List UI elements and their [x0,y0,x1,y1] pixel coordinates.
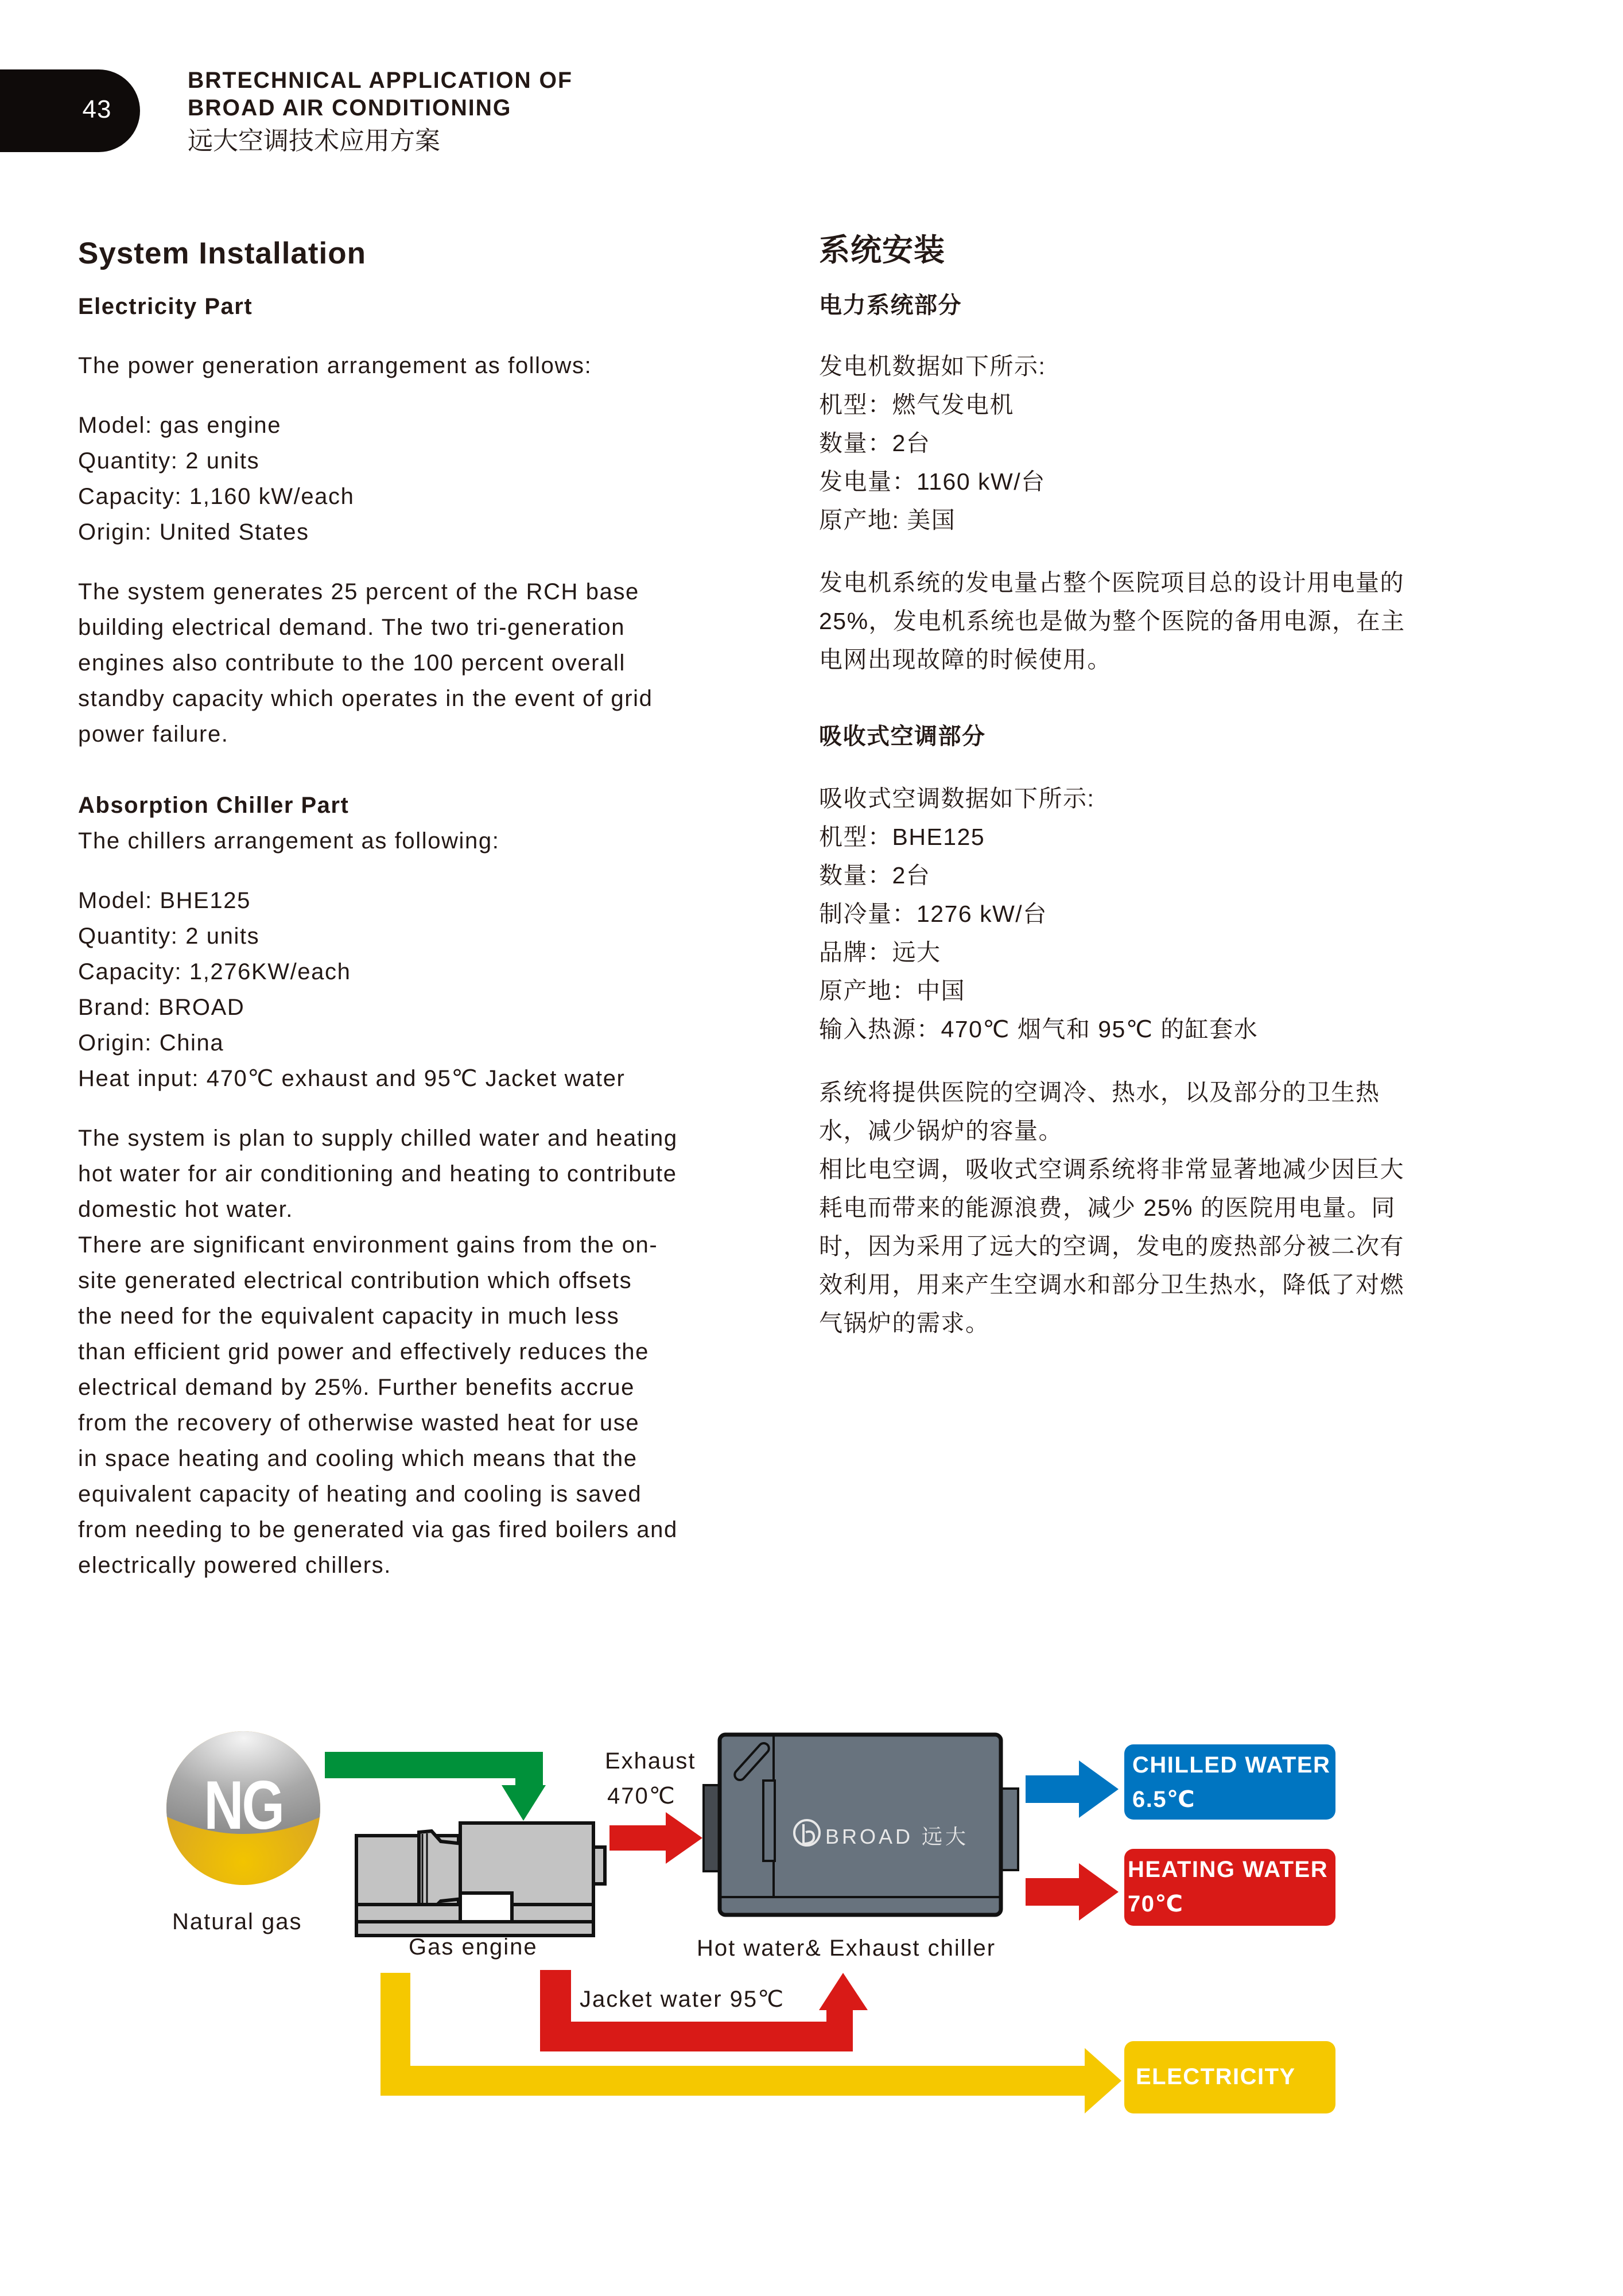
english-column [78,235,755,272]
chilled-water-output [1124,1744,1335,1820]
absorption-paragraph-2: There are significant environment gains from the on- site generated electrical contribution which offsets the need for the equivalent capacity in much less than efficient grid power and effectively reduces the electrical demand by 25%. Further benefits accrue from the recovery of otherwise wasted heat for use in space heating and cooling which means that the equivalent capacity of heating and cooling is saved from needing to be generated via gas fired boilers and electrically powered chillers. [78,1232,678,1578]
spec-line-cn: 机型：燃气发电机 [819,391,1014,418]
page-number: 43 [82,95,112,123]
natural-gas-label: Natural gas [172,1909,302,1934]
gas-engine-icon [356,1823,605,1936]
gas-flow-arrow-body [325,1752,543,1778]
absorption-heading: Absorption Chiller Part [78,793,350,818]
absorption-paragraph-1: The system is plan to supply chilled water and heating hot water for air conditioning and heating to contribute domestic hot water. [78,1126,678,1222]
gas-flow-arrow-head [502,1785,546,1821]
electricity-heading: Electricity Part [78,294,253,319]
absorption-heading-cn: 吸收式空调部分 [819,724,986,749]
electricity-specs-cn [819,347,1462,540]
natural-gas-icon-text: NG [204,1767,283,1844]
spec-line: Heat input: 470℃ exhaust and 95℃ Jacket water [78,1066,626,1091]
electricity-paragraph: The system generates 25 percent of the RCH base building electrical demand. The two tri-generation engines also contribute to the 100 percent overall standby capacity which operates in the event of grid power failure. [78,579,653,747]
electricity-intro: The power generation arrangement as follows: [78,353,592,378]
absorption-paragraph-2-cn: 相比电空调，吸收式空调系统将非常显著地减少因巨大 耗电而带来的能源浪费，减少 25% 的医院用电量。同 时，因为采用了远大的空调，发电的废热部分被二次有 效利用，用来产生空调水和部分卫生热水，降低了对燃 气锅炉的需求。 [819,1156,1404,1336]
exhaust-temp: 470℃ [607,1783,676,1809]
absorption-paragraph-1-cn: 系统将提供医院的空调冷、热水，以及部分的卫生热 水，减少锅炉的容量。 [819,1079,1380,1144]
exhaust-label: Exhaust [605,1748,696,1774]
electricity-label: ELECTRICITY [1136,2064,1296,2089]
page-number-tab [0,69,140,152]
exhaust-flow-arrow [609,1812,702,1864]
spec-line: Origin: China [78,1030,224,1056]
chilled-water-arrow [1026,1760,1119,1818]
chilled-water-temp: 6.5℃ [1132,1787,1196,1812]
spec-line: Capacity: 1,276KW/each [78,959,351,984]
spec-line: Model: BHE125 [78,888,251,913]
spec-line: Origin: United States [78,519,309,545]
spec-line-cn: 品牌：远大 [819,939,941,965]
electricity-paragraph-cn: 发电机系统的发电量占整个医院项目总的设计用电量的 25%，发电机系统也是做为整个医院的备用电源，在主 电网出现故障的时候使用。 [819,569,1405,673]
gas-engine-label: Gas engine [409,1934,538,1960]
jacket-water-label: Jacket water 95℃ [580,1987,785,2012]
heating-water-output [1124,1849,1335,1926]
system-flow-diagram [0,1693,1623,2152]
absorption-intro: The chillers arrangement as following: [78,828,500,854]
absorption-specs [78,883,755,1096]
absorption-specs-cn [819,779,1462,1049]
electricity-output [1124,2041,1335,2113]
electricity-heading-cn: 电力系统部分 [819,293,962,318]
spec-line: Model: gas engine [78,413,282,438]
spec-line-cn: 发电量：1160 kW/台 [819,468,1046,495]
gas-flow-arrow-stem [515,1752,543,1786]
spec-line-cn: 数量：2台 [819,862,931,889]
spec-line-cn: 原产地: 美国 [819,507,956,533]
spec-line-cn: 制冷量：1276 kW/台 [819,901,1047,927]
header-title-line1: BRTECHNICAL APPLICATION OF [188,68,573,93]
chiller-brand-logo: BROAD 远大 [825,1825,969,1848]
section-title: System Installation [78,236,367,270]
chilled-water-label: CHILLED WATER [1132,1752,1331,1778]
spec-line-cn: 原产地：中国 [819,978,965,1004]
heating-water-arrow [1026,1863,1119,1921]
chinese-column [819,232,1462,269]
electricity-specs [78,408,755,550]
spec-line: Brand: BROAD [78,995,245,1020]
spec-line-cn: 数量：2台 [819,430,931,456]
header-title-line2: BROAD AIR CONDITIONING [188,95,512,121]
spec-line-cn: 输入热源：470℃ 烟气和 95℃ 的缸套水 [819,1016,1259,1042]
spec-line: Quantity: 2 units [78,924,260,949]
heating-water-temp: 70℃ [1128,1891,1184,1917]
chiller-label: Hot water& Exhaust chiller [697,1936,996,1961]
spec-line: Quantity: 2 units [78,448,260,474]
spec-line-cn: 机型：BHE125 [819,824,985,850]
spec-line-cn: 发电机数据如下所示: [819,353,1046,379]
heating-water-label: HEATING WATER [1128,1857,1329,1882]
spec-line: Capacity: 1,160 kW/each [78,484,355,509]
header-title-cn: 远大空调技术应用方案 [188,127,440,155]
section-title-cn: 系统安装 [819,233,945,267]
spec-line-cn: 吸收式空调数据如下所示: [819,785,1095,812]
